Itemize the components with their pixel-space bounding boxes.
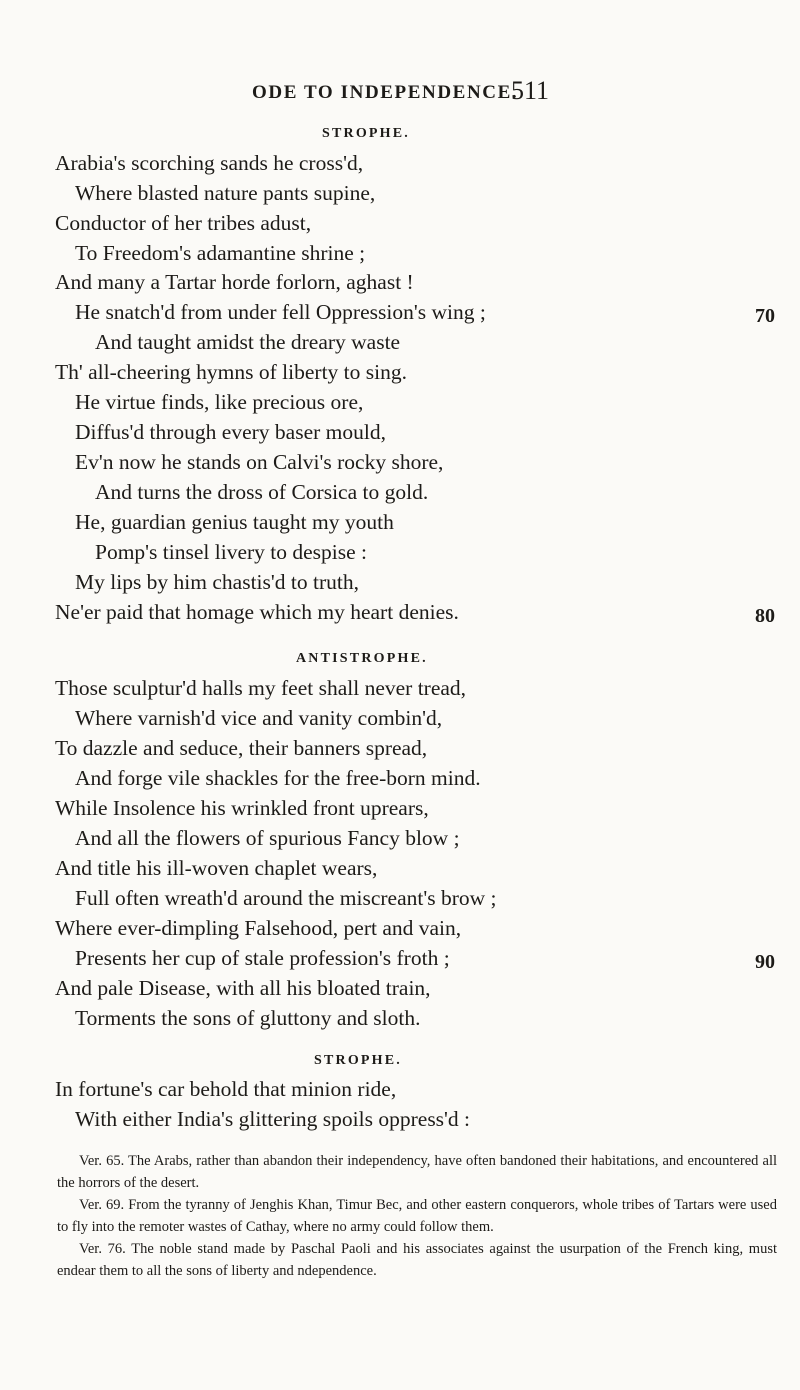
verse-line: My lips by him chastis'd to truth,: [75, 570, 359, 594]
verse-line: Those sculptur'd halls my feet shall never tread,: [55, 676, 467, 700]
verse-line: Diffus'd through every baser mould,: [75, 420, 386, 444]
verse-line: He virtue finds, like precious ore,: [75, 390, 364, 414]
verse-line: Arabia's scorching sands he cross'd,: [55, 151, 364, 175]
verse-line: Pomp's tinsel livery to despise :: [95, 540, 368, 564]
verse-line: Torments the sons of gluttony and sloth.: [75, 1006, 421, 1030]
verse-line: And title his ill-woven chaplet wears,: [55, 856, 378, 880]
antistrophe-heading: ANTISTROPHE.: [296, 651, 428, 666]
verse-line: Where varnish'd vice and vanity combin'd,: [75, 706, 443, 730]
verse-line: Full often wreath'd around the miscreant's brow ;: [75, 886, 497, 910]
verse-line: Conductor of her tribes adust,: [55, 211, 312, 235]
strophe-heading: STROPHE.: [322, 126, 411, 141]
verse-line: And taught amidst the dreary waste: [95, 330, 401, 354]
verse-line: To dazzle and seduce, their banners spread,: [55, 736, 428, 760]
footnote: Ver. 69. From the tyranny of Jenghis Khan, Timur Bec, and other eastern conquerors, whole tribes of Tartars were used to fly into the remoter wastes of Cathay, where no army could follow them.: [57, 1197, 777, 1235]
footnotes: [57, 1150, 777, 1282]
verse-line: With either India's glittering spoils oppress'd :: [75, 1107, 471, 1131]
verse-line: And forge vile shackles for the free-born mind.: [75, 766, 481, 790]
running-title: ODE TO INDEPENDENCE.: [252, 82, 519, 103]
verse-line: And many a Tartar horde forlorn, aghast !: [55, 270, 414, 294]
verse-line: Presents her cup of stale profession's froth ;: [75, 946, 450, 970]
verse-line: Where ever-dimpling Falsehood, pert and vain,: [55, 916, 462, 940]
verse-line: While Insolence his wrinkled front uprears,: [55, 796, 429, 820]
verse-line: In fortune's car behold that minion ride,: [55, 1077, 397, 1101]
verse-line: Where blasted nature pants supine,: [75, 181, 376, 205]
verse-line: He snatch'd from under fell Oppression's wing ;: [75, 300, 486, 324]
verse-line: Ev'n now he stands on Calvi's rocky shore,: [75, 450, 444, 474]
line-number: 90: [755, 951, 775, 973]
verse-line: He, guardian genius taught my youth: [75, 510, 394, 534]
line-number: 80: [755, 605, 775, 627]
verse-line: Ne'er paid that homage which my heart denies.: [55, 600, 459, 624]
footnote: Ver. 65. The Arabs, rather than abandon their independency, have often bandoned their habitations, and encountered all the horrors of the desert.: [57, 1153, 777, 1191]
page-number: 511: [511, 76, 550, 105]
verse-line: And pale Disease, with all his bloated train,: [55, 976, 431, 1000]
verse-line: And turns the dross of Corsica to gold.: [95, 480, 429, 504]
strophe-heading: STROPHE.: [314, 1053, 403, 1068]
verse-line: Th' all-cheering hymns of liberty to sing.: [55, 360, 407, 384]
verse-line: To Freedom's adamantine shrine ;: [75, 241, 366, 265]
line-number: 70: [755, 305, 775, 327]
verse-line: And all the flowers of spurious Fancy blow ;: [75, 826, 460, 850]
footnote: Ver. 76. The noble stand made by Paschal Paoli and his associates against the usurpation of the French king, must endear them to all the sons of liberty and ndependence.: [57, 1241, 777, 1279]
